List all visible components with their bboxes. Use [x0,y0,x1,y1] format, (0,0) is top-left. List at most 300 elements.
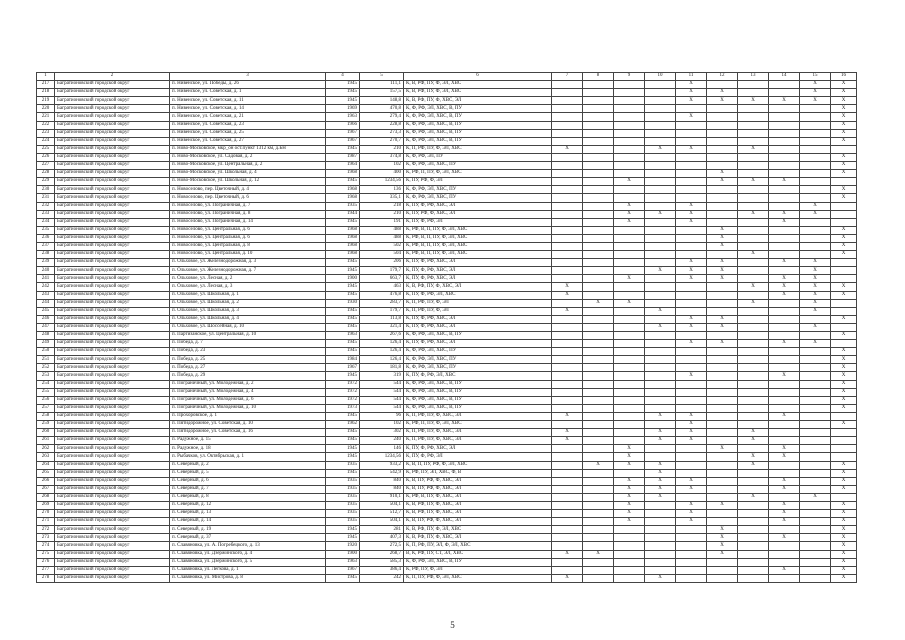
mark-cell [800,526,831,534]
row-number-cell: 229 [37,178,55,186]
mark-cell [676,493,707,501]
mark-cell: Х [769,477,800,485]
table-row [37,97,857,105]
mark-cell: Х [552,145,583,153]
mark-cell [552,275,583,283]
municipality-cell: Багратионовский городской округ [55,194,170,202]
municipality-cell: Багратионовский городской округ [55,485,170,493]
mark-cell [769,89,800,97]
table-row [37,178,857,186]
mark-cell [738,291,769,299]
mark-cell [614,421,645,429]
header-cell: 11 [676,73,707,81]
mark-cell [769,396,800,404]
row-number-cell: 254 [37,380,55,388]
mark-cell [800,453,831,461]
mark-cell [552,340,583,348]
address-cell: п. Ольховое, ул. Лесная, д. 3 [170,283,326,291]
table-row [37,129,857,137]
mark-cell [552,170,583,178]
table-row [37,453,857,461]
structural-elements-cell: К, ПУ, Ф, РФ, ХВС, ЭЛ [404,445,552,453]
mark-cell [738,137,769,145]
year-built-cell: 1900 [326,275,360,283]
mark-cell [676,445,707,453]
mark-cell: Х [676,429,707,437]
mark-cell: Х [552,307,583,315]
header-cell: 12 [707,73,738,81]
mark-cell: Х [676,113,707,121]
municipality-cell: Багратионовский городской округ [55,129,170,137]
year-built-cell: 1967 [326,137,360,145]
mark-cell [707,162,738,170]
year-built-cell: 1944 [326,210,360,218]
year-built-cell: 1968 [326,251,360,259]
mark-cell: Х [676,218,707,226]
municipality-cell: Багратионовский городской округ [55,226,170,234]
mark-cell [738,275,769,283]
mark-cell [707,113,738,121]
address-cell: п. Радужное, д. 15 [170,437,326,445]
mark-cell [645,81,676,89]
address-cell: п. Ольховое, ул. Школьная, д. 2 [170,299,326,307]
address-cell: п. Ольховое, ул. Железнодорожная, д. 7 [170,267,326,275]
structural-elements-cell: К, Ф, РФ, ЭЛ, ХВС, ПУ [404,348,552,356]
area-cell: 270,7 [360,137,404,145]
year-built-cell: 1945 [326,259,360,267]
mark-cell: Х [800,81,831,89]
mark-cell: Х [676,210,707,218]
mark-cell [738,202,769,210]
mark-cell [769,242,800,250]
mark-cell [552,372,583,380]
mark-cell: Х [831,421,857,429]
mark-cell: Х [645,477,676,485]
area-cell: 386,4 [360,566,404,574]
table-row [37,283,857,291]
year-built-cell: 1945 [326,534,360,542]
address-cell: п. Ольховое, ул. Школьная, д. 4 [170,315,326,323]
municipality-cell: Багратионовский городской округ [55,97,170,105]
table-row [37,501,857,509]
mark-cell [831,453,857,461]
mark-cell [738,153,769,161]
area-cell: 542,9 [360,469,404,477]
mark-cell [583,404,614,412]
mark-cell [583,267,614,275]
address-cell: п. Нивенское, ул. Советская, д. 21 [170,113,326,121]
row-number-cell: 219 [37,97,55,105]
address-cell: п. Радужное, д. 18 [170,445,326,453]
structural-elements-cell: К, Ф, РФ, ЭЛ, ХВС, ПУ [404,162,552,170]
table-row [37,218,857,226]
address-cell: п. Северный, д. 7 [170,485,326,493]
address-cell: п. Нивенское, ул. Советская, д. 1 [170,89,326,97]
mark-cell: Х [645,323,676,331]
mark-cell [552,380,583,388]
table-row [37,510,857,518]
mark-cell: Х [676,518,707,526]
year-built-cell: 1935 [326,202,360,210]
row-number-cell: 237 [37,242,55,250]
mark-cell: Х [614,453,645,461]
year-built-cell: 1945 [326,372,360,380]
municipality-cell: Багратионовский городской округ [55,566,170,574]
address-cell: п. Победа, д. 25 [170,356,326,364]
area-cell: 321,4 [360,323,404,331]
year-built-cell: 1966 [326,121,360,129]
structural-elements-cell: К, Ф, РФ, ЭЛ, ХВС, ПУ [404,356,552,364]
mark-cell [676,105,707,113]
mark-cell [583,501,614,509]
mark-cell [552,299,583,307]
row-number-cell: 261 [37,437,55,445]
mark-cell [645,251,676,259]
year-built-cell: 1968 [326,170,360,178]
municipality-cell: Багратионовский городской округ [55,574,170,582]
mark-cell [676,121,707,129]
table-row [37,526,857,534]
mark-cell: Х [769,97,800,105]
mark-cell [800,396,831,404]
table-row [37,299,857,307]
mark-cell [614,145,645,153]
mark-cell [800,137,831,145]
row-number-cell: 234 [37,218,55,226]
mark-cell [769,121,800,129]
mark-cell [738,348,769,356]
row-number-cell: 262 [37,445,55,453]
mark-cell: Х [769,178,800,186]
mark-cell [676,153,707,161]
municipality-cell: Багратионовский городской округ [55,170,170,178]
row-number-cell: 276 [37,558,55,566]
table-row [37,340,857,348]
mark-cell [738,421,769,429]
mark-cell [707,493,738,501]
municipality-cell: Багратионовский городской округ [55,137,170,145]
address-cell: п. Ольховое, ул. Шоссейная, д. 10 [170,323,326,331]
mark-cell: Х [831,162,857,170]
mark-cell: Х [676,267,707,275]
mark-cell [769,137,800,145]
structural-elements-cell: К, Ф, РФ, ЭЛ, ХВС, В, ПУ [404,137,552,145]
mark-cell [800,113,831,121]
mark-cell [645,153,676,161]
mark-cell [800,178,831,186]
structural-elements-cell: К, Ф, РФ, ЭЛ, ХВС, В, ПУ [404,332,552,340]
mark-cell: Х [831,332,857,340]
mark-cell [676,534,707,542]
municipality-cell: Багратионовский городской округ [55,299,170,307]
mark-cell [831,445,857,453]
mark-cell: Х [800,202,831,210]
address-cell: п. Северный, д. 6 [170,477,326,485]
area-cell: 179,7 [360,307,404,315]
mark-cell [614,566,645,574]
table-row [37,291,857,299]
mark-cell [769,493,800,501]
mark-cell [645,137,676,145]
header-cell: 16 [831,73,857,81]
mark-cell: Х [800,493,831,501]
mark-cell [738,501,769,509]
area-cell: 544 [360,388,404,396]
mark-cell [676,170,707,178]
mark-cell [583,437,614,445]
structural-elements-cell: К, РФ, ПУ, Ф, ЭЛ [404,566,552,574]
address-cell: п. Рыбачков, ул. Октябрьская, д. 1 [170,453,326,461]
mark-cell [614,542,645,550]
mark-cell [583,380,614,388]
structural-elements-cell: К, В, ПУ, РФ, Ф, ХВС, ЭЛ [404,477,552,485]
mark-cell: Х [676,340,707,348]
mark-cell [769,186,800,194]
mark-cell: Х [738,178,769,186]
structural-elements-cell: К, П, РФ, ПУ, Ф, ЭЛ [404,299,552,307]
mark-cell [614,437,645,445]
mark-cell: Х [831,242,857,250]
mark-cell [676,356,707,364]
mark-cell: Х [831,461,857,469]
mark-cell [800,412,831,420]
header-cell: 14 [769,73,800,81]
mark-cell [738,566,769,574]
table-row [37,153,857,161]
mark-cell: Х [769,485,800,493]
mark-cell [552,226,583,234]
table-row [37,348,857,356]
area-cell: 400 [360,170,404,178]
address-cell: п. Нивенское, ул. Советская, д. 14 [170,105,326,113]
mark-cell [769,323,800,331]
mark-cell [800,534,831,542]
municipality-cell: Багратионовский городской округ [55,388,170,396]
mark-cell [769,542,800,550]
mark-cell [645,510,676,518]
address-cell: п. Новоселово, пер. Цветочный, д. 6 [170,194,326,202]
mark-cell: Х [614,518,645,526]
mark-cell: Х [645,429,676,437]
mark-cell [645,89,676,97]
structural-elements-cell: К, ПУ, Ф, РФ, ХВС, ЭЛ [404,259,552,267]
row-number-cell: 252 [37,364,55,372]
table-row [37,242,857,250]
address-cell: п. Пограничный, ул. Молодежная, д. 10 [170,404,326,412]
year-built-cell: 1900 [326,550,360,558]
mark-cell [800,469,831,477]
row-number-cell: 231 [37,194,55,202]
header-cell: 15 [800,73,831,81]
mark-cell [738,340,769,348]
table-row [37,388,857,396]
table-row [37,307,857,315]
year-built-cell: 1945 [326,437,360,445]
address-cell: п. Ново-Московское, ул. Садовая, д. 2 [170,153,326,161]
mark-cell [738,259,769,267]
mark-cell [552,210,583,218]
area-cell: 148,8 [360,97,404,105]
municipality-cell: Багратионовский городской округ [55,453,170,461]
municipality-cell: Багратионовский городской округ [55,558,170,566]
mark-cell [707,364,738,372]
mark-cell: Х [676,485,707,493]
mark-cell [583,315,614,323]
mark-cell: Х [738,437,769,445]
municipality-cell: Багратионовский городской округ [55,348,170,356]
mark-cell [583,283,614,291]
table-row [37,437,857,445]
municipality-cell: Багратионовский городской округ [55,526,170,534]
mark-cell: Х [831,315,857,323]
year-built-cell: 1935 [326,485,360,493]
table-row [37,251,857,259]
row-number-cell: 259 [37,421,55,429]
mark-cell [614,388,645,396]
address-cell: п. Ново-Московское, ул. Школьная, д. 12 [170,178,326,186]
mark-cell [676,550,707,558]
mark-cell [645,194,676,202]
mark-cell: Х [800,307,831,315]
mark-cell: Х [707,550,738,558]
table-row [37,574,857,582]
mark-cell [769,267,800,275]
mark-cell: Х [738,299,769,307]
header-cell: 1 [37,73,55,81]
address-cell: п. Северный, д. 13 [170,510,326,518]
mark-cell [769,226,800,234]
mark-cell [769,202,800,210]
area-cell: 181,8 [360,364,404,372]
mark-cell: Х [831,153,857,161]
mark-cell [583,210,614,218]
mark-cell: Х [831,291,857,299]
address-cell: п. Нивенское, ул. Советская, д. 25 [170,129,326,137]
mark-cell [676,558,707,566]
mark-cell [800,574,831,582]
mark-cell [676,283,707,291]
mark-cell [552,105,583,113]
mark-cell: Х [831,372,857,380]
row-number-cell: 221 [37,113,55,121]
year-built-cell: 1967 [326,364,360,372]
mark-cell [676,574,707,582]
address-cell: п. Новоселово, пер. Цветочный, д. 4 [170,186,326,194]
year-built-cell: 1967 [326,129,360,137]
mark-cell [614,105,645,113]
year-built-cell: 1930 [326,299,360,307]
mark-cell: Х [707,340,738,348]
structural-elements-cell: К, ПУ, Ф, РФ, ХВС, ЭЛ [404,323,552,331]
year-built-cell: 1945 [326,574,360,582]
mark-cell: Х [831,89,857,97]
municipality-cell: Багратионовский городской округ [55,323,170,331]
municipality-cell: Багратионовский городской округ [55,421,170,429]
municipality-cell: Багратионовский городской округ [55,493,170,501]
mark-cell [676,404,707,412]
mark-cell [583,412,614,420]
mark-cell [738,81,769,89]
mark-cell [769,364,800,372]
mark-cell: Х [738,251,769,259]
row-number-cell: 244 [37,299,55,307]
mark-cell: Х [769,566,800,574]
mark-cell: Х [769,445,800,453]
mark-cell [583,97,614,105]
year-built-cell: 1964 [326,162,360,170]
year-built-cell: 1945 [326,97,360,105]
mark-cell [583,558,614,566]
mark-cell [552,445,583,453]
mark-cell [645,121,676,129]
area-cell: 281 [360,526,404,534]
structural-elements-cell: В, К, РФ, ПУ, СТ, ЭЛ, ХВС [404,550,552,558]
mark-cell: Х [645,485,676,493]
structural-elements-cell: К, П, РФ, ПУ, Ф, ХВС, ЭЛ [404,429,552,437]
area-cell: 113,8 [360,315,404,323]
mark-cell [769,113,800,121]
mark-cell: Х [614,485,645,493]
year-built-cell: 1935 [326,493,360,501]
row-number-cell: 243 [37,291,55,299]
mark-cell [552,242,583,250]
mark-cell [552,396,583,404]
mark-cell: Х [645,437,676,445]
area-cell: 933,2 [360,461,404,469]
mark-cell [614,113,645,121]
address-cell: п. Северный, д. 2 [170,461,326,469]
table-row [37,105,857,113]
year-built-cell: 1945 [326,291,360,299]
mark-cell [800,129,831,137]
mark-cell [769,574,800,582]
year-built-cell: 1945 [326,81,360,89]
table-row [37,429,857,437]
mark-cell [552,469,583,477]
area-cell: 335,1 [360,194,404,202]
mark-cell [552,526,583,534]
mark-cell [707,396,738,404]
mark-cell [800,404,831,412]
municipality-cell: Багратионовский городской округ [55,178,170,186]
row-number-cell: 246 [37,315,55,323]
mark-cell: Х [831,97,857,105]
mark-cell [552,364,583,372]
mark-cell [583,218,614,226]
mark-cell [800,421,831,429]
mark-cell [831,412,857,420]
mark-cell [583,137,614,145]
mark-cell: Х [800,291,831,299]
area-cell: 191 [360,218,404,226]
mark-cell: Х [831,129,857,137]
mark-cell: Х [552,283,583,291]
mark-cell [707,510,738,518]
mark-cell: Х [614,218,645,226]
structural-elements-cell: К, РФ, В, ПУ, Ф, ХВС, ЭЛ [404,493,552,501]
municipality-cell: Багратионовский городской округ [55,372,170,380]
mark-cell [800,162,831,170]
year-built-cell: 1945 [326,526,360,534]
row-number-cell: 247 [37,323,55,331]
mark-cell [552,137,583,145]
mark-cell [738,332,769,340]
year-built-cell: 1945 [326,315,360,323]
mark-cell [583,121,614,129]
area-cell: 319 [360,372,404,380]
table-row [37,534,857,542]
mark-cell [800,372,831,380]
